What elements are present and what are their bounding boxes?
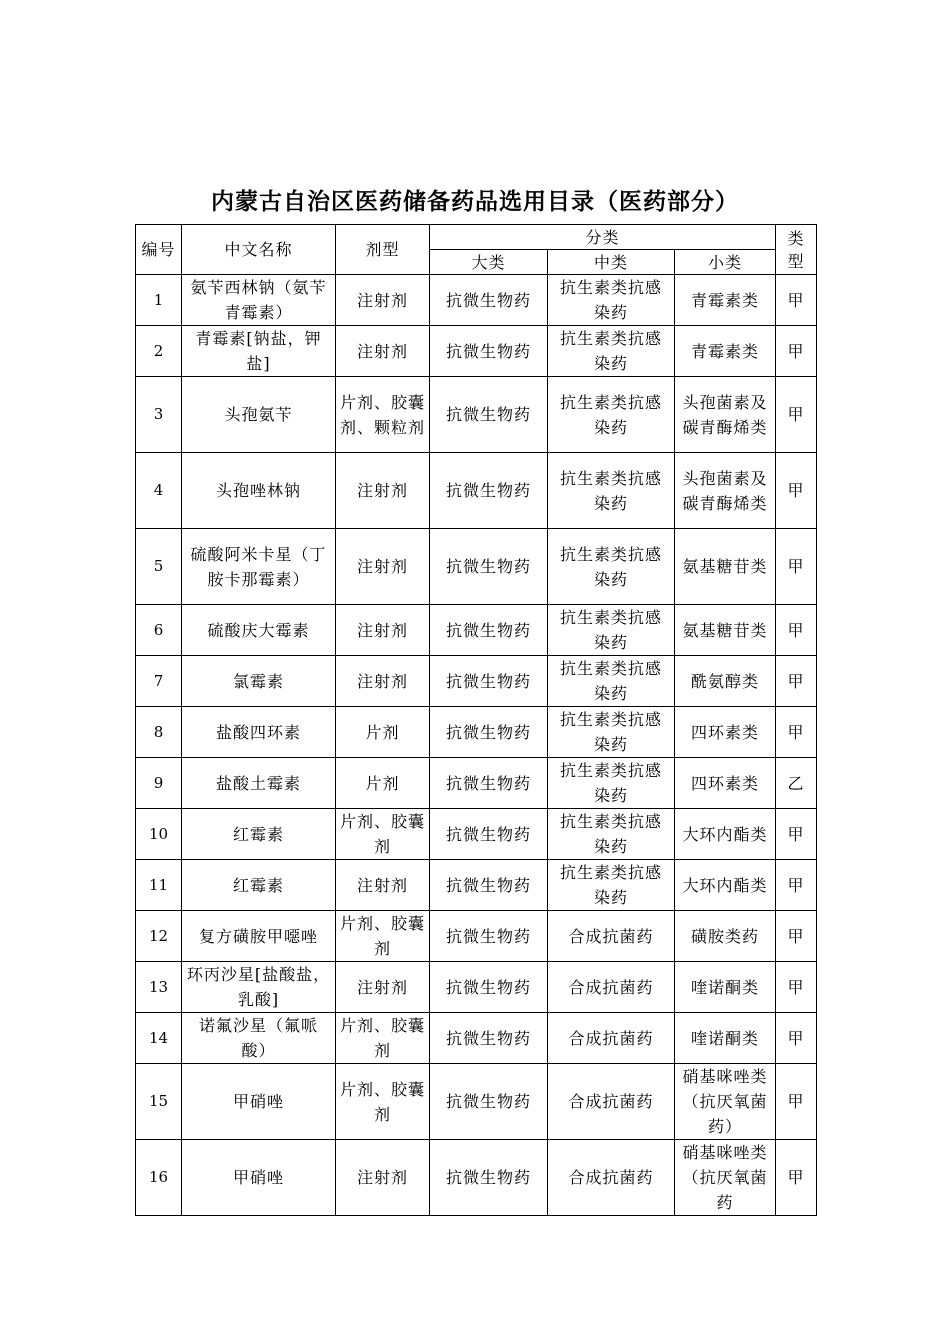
cell-form: 片剂、胶囊剂 xyxy=(336,1013,430,1064)
cell-type: 甲 xyxy=(776,656,817,707)
cell-form: 注射剂 xyxy=(336,529,430,605)
cell-major: 抗微生物药 xyxy=(430,605,548,656)
cell-minor: 四环素类 xyxy=(675,758,776,809)
cell-minor: 头孢菌素及碳青酶烯类 xyxy=(675,377,776,453)
cell-no: 1 xyxy=(136,275,182,326)
cell-no: 3 xyxy=(136,377,182,453)
cell-middle: 抗生素类抗感染药 xyxy=(548,275,675,326)
table-row xyxy=(136,1140,817,1216)
cell-middle: 抗生素类抗感染药 xyxy=(548,707,675,758)
cell-form: 注射剂 xyxy=(336,1140,430,1216)
cell-middle: 抗生素类抗感染药 xyxy=(548,758,675,809)
cell-major: 抗微生物药 xyxy=(430,707,548,758)
table-row xyxy=(136,377,817,453)
cell-minor: 大环内酯类 xyxy=(675,809,776,860)
cell-name: 甲硝唑 xyxy=(182,1140,336,1216)
cell-name: 盐酸四环素 xyxy=(182,707,336,758)
cell-no: 12 xyxy=(136,911,182,962)
cell-no: 15 xyxy=(136,1064,182,1140)
cell-middle: 抗生素类抗感染药 xyxy=(548,326,675,377)
cell-minor: 氨基糖苷类 xyxy=(675,605,776,656)
cell-minor: 磺胺类药 xyxy=(675,911,776,962)
cell-major: 抗微生物药 xyxy=(430,1140,548,1216)
cell-major: 抗微生物药 xyxy=(430,911,548,962)
cell-type: 甲 xyxy=(776,326,817,377)
cell-type: 甲 xyxy=(776,860,817,911)
cell-type: 甲 xyxy=(776,1064,817,1140)
header-category: 分类 xyxy=(430,225,776,250)
cell-type: 甲 xyxy=(776,809,817,860)
cell-type: 甲 xyxy=(776,605,817,656)
cell-name: 硫酸阿米卡星（丁胺卡那霉素） xyxy=(182,529,336,605)
cell-form: 注射剂 xyxy=(336,275,430,326)
cell-type: 甲 xyxy=(776,707,817,758)
cell-minor: 四环素类 xyxy=(675,707,776,758)
cell-major: 抗微生物药 xyxy=(430,1013,548,1064)
cell-minor: 喹诺酮类 xyxy=(675,962,776,1013)
cell-middle: 合成抗菌药 xyxy=(548,911,675,962)
cell-no: 2 xyxy=(136,326,182,377)
cell-major: 抗微生物药 xyxy=(430,656,548,707)
table-row xyxy=(136,656,817,707)
cell-no: 13 xyxy=(136,962,182,1013)
cell-type: 甲 xyxy=(776,275,817,326)
header-minor: 小类 xyxy=(675,250,776,275)
cell-form: 片剂、胶囊剂 xyxy=(336,911,430,962)
cell-form: 注射剂 xyxy=(336,605,430,656)
cell-form: 片剂、胶囊剂 xyxy=(336,1064,430,1140)
cell-major: 抗微生物药 xyxy=(430,1064,548,1140)
cell-name: 硫酸庆大霉素 xyxy=(182,605,336,656)
cell-name: 氯霉素 xyxy=(182,656,336,707)
cell-form: 片剂、胶囊剂、颗粒剂 xyxy=(336,377,430,453)
header-no: 编号 xyxy=(136,225,182,275)
cell-name: 红霉素 xyxy=(182,860,336,911)
cell-name: 头孢氨苄 xyxy=(182,377,336,453)
cell-name: 头孢唑林钠 xyxy=(182,453,336,529)
cell-major: 抗微生物药 xyxy=(430,860,548,911)
cell-major: 抗微生物药 xyxy=(430,453,548,529)
cell-name: 红霉素 xyxy=(182,809,336,860)
cell-form: 片剂、胶囊剂 xyxy=(336,809,430,860)
cell-middle: 合成抗菌药 xyxy=(548,962,675,1013)
table-row xyxy=(136,707,817,758)
cell-major: 抗微生物药 xyxy=(430,529,548,605)
cell-type: 甲 xyxy=(776,962,817,1013)
cell-form: 注射剂 xyxy=(336,656,430,707)
cell-no: 8 xyxy=(136,707,182,758)
cell-type: 乙 xyxy=(776,758,817,809)
table-row xyxy=(136,529,817,605)
cell-middle: 合成抗菌药 xyxy=(548,1064,675,1140)
table-row xyxy=(136,1013,817,1064)
table-row xyxy=(136,326,817,377)
cell-middle: 抗生素类抗感染药 xyxy=(548,529,675,605)
cell-name: 青霉素[钠盐，钾盐] xyxy=(182,326,336,377)
cell-middle: 合成抗菌药 xyxy=(548,1013,675,1064)
table-row xyxy=(136,453,817,529)
cell-middle: 抗生素类抗感染药 xyxy=(548,605,675,656)
cell-no: 11 xyxy=(136,860,182,911)
cell-name: 复方磺胺甲噁唑 xyxy=(182,911,336,962)
cell-minor: 硝基咪唑类（抗厌氧菌药 xyxy=(675,1140,776,1216)
cell-major: 抗微生物药 xyxy=(430,326,548,377)
cell-type: 甲 xyxy=(776,377,817,453)
cell-form: 片剂 xyxy=(336,758,430,809)
table-row xyxy=(136,860,817,911)
cell-minor: 青霉素类 xyxy=(675,275,776,326)
cell-name: 环丙沙星[盐酸盐，乳酸] xyxy=(182,962,336,1013)
table-row xyxy=(136,809,817,860)
cell-form: 注射剂 xyxy=(336,326,430,377)
table-row xyxy=(136,1064,817,1140)
cell-minor: 青霉素类 xyxy=(675,326,776,377)
cell-middle: 抗生素类抗感染药 xyxy=(548,809,675,860)
cell-middle: 抗生素类抗感染药 xyxy=(548,377,675,453)
table-row xyxy=(136,605,817,656)
cell-major: 抗微生物药 xyxy=(430,758,548,809)
cell-type: 甲 xyxy=(776,1013,817,1064)
cell-name: 诺氟沙星（氟哌酸） xyxy=(182,1013,336,1064)
cell-middle: 抗生素类抗感染药 xyxy=(548,453,675,529)
cell-no: 4 xyxy=(136,453,182,529)
header-form: 剂型 xyxy=(336,225,430,275)
drug-catalog-table xyxy=(135,224,817,1216)
cell-major: 抗微生物药 xyxy=(430,809,548,860)
cell-major: 抗微生物药 xyxy=(430,962,548,1013)
header-major: 大类 xyxy=(430,250,548,275)
cell-minor: 头孢菌素及碳青酶烯类 xyxy=(675,453,776,529)
cell-name: 甲硝唑 xyxy=(182,1064,336,1140)
cell-no: 14 xyxy=(136,1013,182,1064)
cell-type: 甲 xyxy=(776,1140,817,1216)
header-name: 中文名称 xyxy=(182,225,336,275)
cell-no: 7 xyxy=(136,656,182,707)
header-middle: 中类 xyxy=(548,250,675,275)
cell-minor: 大环内酯类 xyxy=(675,860,776,911)
cell-minor: 硝基咪唑类（抗厌氧菌药） xyxy=(675,1064,776,1140)
cell-major: 抗微生物药 xyxy=(430,377,548,453)
cell-no: 5 xyxy=(136,529,182,605)
cell-middle: 抗生素类抗感染药 xyxy=(548,860,675,911)
cell-no: 16 xyxy=(136,1140,182,1216)
cell-no: 10 xyxy=(136,809,182,860)
cell-form: 注射剂 xyxy=(336,962,430,1013)
cell-name: 盐酸土霉素 xyxy=(182,758,336,809)
cell-minor: 氨基糖苷类 xyxy=(675,529,776,605)
table-row xyxy=(136,758,817,809)
cell-name: 氨苄西林钠（氨苄青霉素） xyxy=(182,275,336,326)
header-type: 类型 xyxy=(776,225,817,275)
cell-minor: 喹诺酮类 xyxy=(675,1013,776,1064)
table-row xyxy=(136,911,817,962)
cell-minor: 酰氨醇类 xyxy=(675,656,776,707)
cell-form: 注射剂 xyxy=(336,860,430,911)
table-row xyxy=(136,275,817,326)
cell-form: 注射剂 xyxy=(336,453,430,529)
cell-no: 6 xyxy=(136,605,182,656)
cell-major: 抗微生物药 xyxy=(430,275,548,326)
cell-type: 甲 xyxy=(776,529,817,605)
cell-no: 9 xyxy=(136,758,182,809)
cell-type: 甲 xyxy=(776,911,817,962)
cell-type: 甲 xyxy=(776,453,817,529)
document-title: 内蒙古自治区医药储备药品选用目录（医药部分） xyxy=(211,189,739,215)
cell-middle: 合成抗菌药 xyxy=(548,1140,675,1216)
table-row xyxy=(136,962,817,1013)
cell-form: 片剂 xyxy=(336,707,430,758)
cell-middle: 抗生素类抗感染药 xyxy=(548,656,675,707)
